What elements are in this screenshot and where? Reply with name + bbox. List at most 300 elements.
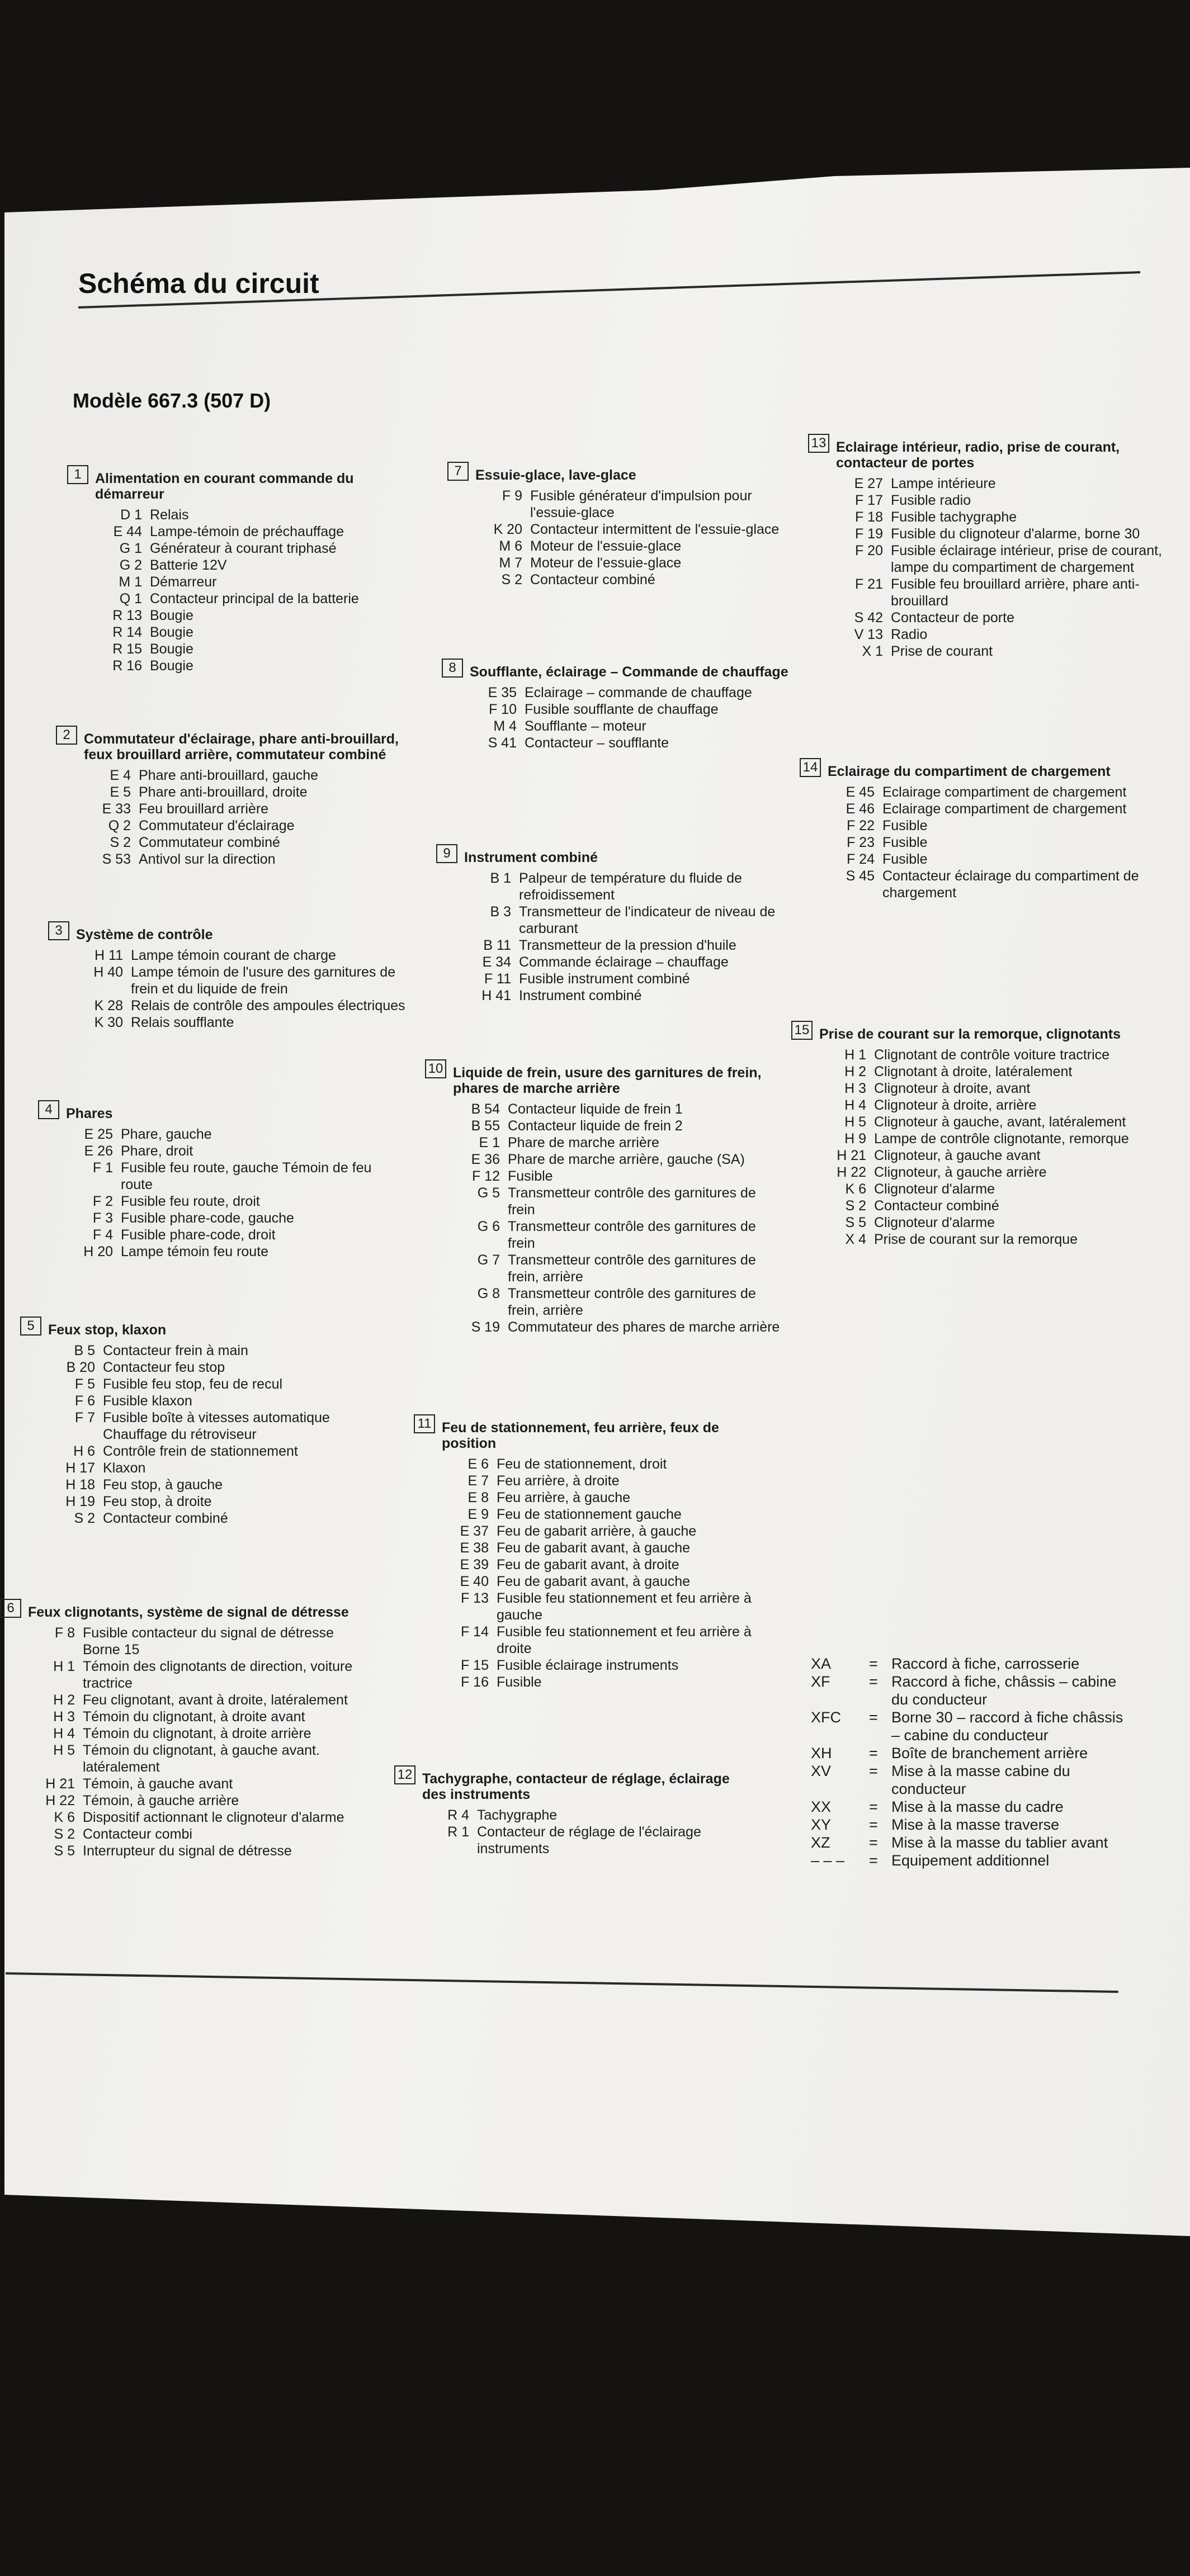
component-row [91, 557, 425, 574]
component-code: R 14 [112, 624, 142, 640]
legend-eq: = [869, 1798, 878, 1815]
component-row [437, 1540, 772, 1556]
component-label: Clignotant à droite, latéralement [874, 1064, 1073, 1079]
component-label: Contacteur frein à main [103, 1343, 248, 1358]
component-label: Témoin des clignotants de direction, voiture tractrice [83, 1659, 353, 1691]
component-label: Antivol sur la direction [139, 851, 276, 867]
section-title: Essuie-glace, lave-glace [475, 467, 636, 483]
component-code: S 5 [54, 1843, 75, 1859]
component-code: R 1 [447, 1824, 469, 1840]
section-heading [808, 434, 1166, 471]
component-code: E 37 [460, 1523, 489, 1539]
component-code: E 1 [479, 1135, 500, 1150]
legend-code: XH [811, 1745, 832, 1761]
component-code: G 2 [119, 557, 142, 573]
legend-eq: = [869, 1834, 878, 1851]
legend-row [811, 1655, 1124, 1673]
component-list [823, 784, 1158, 901]
component-label: Fusible instrument combiné [519, 971, 690, 987]
component-label: Contacteur liquide de frein 2 [508, 1118, 683, 1134]
component-code: F 5 [74, 1376, 95, 1392]
component-row [815, 1080, 1149, 1097]
section-heading [425, 1059, 783, 1096]
component-row [460, 937, 794, 954]
component-code: K 6 [54, 1810, 75, 1825]
component-label: Feu de gabarit arrière, à gauche [497, 1523, 697, 1539]
component-code: E 7 [468, 1473, 489, 1489]
component-code: H 1 [53, 1659, 75, 1674]
component-label: Feu brouillard arrière [139, 801, 269, 817]
component-label: Clignotant de contrôle voiture tractrice [874, 1047, 1110, 1063]
component-code: G 8 [477, 1286, 500, 1301]
legend-row [811, 1852, 1124, 1869]
component-code: K 20 [493, 522, 522, 537]
component-code: F 20 [854, 543, 883, 558]
section-number-box: 10 [425, 1059, 446, 1078]
component-row [823, 817, 1158, 834]
component-label: Phare, droit [121, 1143, 193, 1159]
component-code: F 19 [854, 526, 883, 542]
component-label: Lampe de contrôle clignotante, remorque [874, 1131, 1129, 1147]
section-number-box: 5 [20, 1317, 41, 1336]
component-label: Témoin du clignotant, à droite avant [83, 1709, 305, 1725]
section-heading [394, 1765, 752, 1802]
section-5 [20, 1317, 378, 1527]
section-8 [442, 659, 800, 751]
component-label: Transmetteur contrôle des garnitures de frein [508, 1185, 756, 1218]
component-row [44, 1342, 378, 1359]
component-row [471, 571, 805, 588]
component-code: F 24 [846, 851, 875, 867]
component-label: Fusible [882, 851, 928, 867]
component-code: E 26 [84, 1143, 113, 1159]
component-code: B 11 [483, 937, 511, 953]
component-row [823, 801, 1158, 817]
component-code: M 1 [119, 574, 142, 590]
component-code: F 15 [460, 1658, 489, 1673]
component-row [79, 767, 414, 784]
legend-eq: = [869, 1673, 878, 1690]
component-row [91, 506, 425, 523]
component-label: Phare anti-brouillard, gauche [139, 768, 319, 783]
component-code: F 14 [460, 1624, 489, 1640]
component-label: Soufflante – moteur [525, 718, 646, 734]
component-list [460, 870, 794, 1004]
component-label: Moteur de l'essuie-glace [530, 538, 682, 554]
component-label: Relais soufflante [131, 1015, 234, 1030]
component-row [437, 1472, 772, 1489]
component-row [832, 542, 1166, 576]
component-row [448, 1252, 783, 1285]
legend-eq: = [869, 1852, 878, 1869]
component-code: H 41 [481, 988, 511, 1003]
component-row [62, 1227, 396, 1243]
component-label: Contacteur combiné [103, 1510, 228, 1526]
component-list [437, 1456, 772, 1690]
component-label: Fusible phare-code, gauche [121, 1210, 294, 1226]
component-code: F 3 [92, 1210, 113, 1226]
section-heading [0, 1599, 358, 1620]
section-title: Liquide de frein, usure des garnitures de frein, phares de marche arrière [453, 1065, 762, 1096]
section-number-box: 12 [394, 1765, 415, 1784]
component-code: E 45 [846, 784, 875, 800]
section-title: Feux clignotants, système de signal de détresse [28, 1604, 349, 1620]
component-row [448, 1218, 783, 1252]
component-row [437, 1456, 772, 1472]
component-row [471, 487, 805, 521]
component-code: F 10 [488, 702, 517, 717]
component-code: M 4 [493, 718, 517, 734]
component-row [815, 1181, 1149, 1197]
component-row [62, 1210, 396, 1227]
component-label: Clignoteur à droite, avant [874, 1081, 1031, 1096]
legend-row [811, 1708, 1124, 1744]
component-label: Relais de contrôle des ampoules électriques [131, 998, 405, 1014]
component-row [437, 1590, 772, 1623]
component-label: Clignoteur à gauche, avant, latéralement [874, 1114, 1126, 1130]
component-row [460, 970, 794, 987]
component-code: H 18 [65, 1477, 95, 1493]
section-title: Prise de courant sur la remorque, clignotants [819, 1026, 1121, 1042]
component-code: F 2 [92, 1194, 113, 1209]
component-label: Feu de gabarit avant, à gauche [497, 1574, 691, 1589]
component-code: E 9 [468, 1507, 489, 1522]
component-label: Feu arrière, à gauche [497, 1490, 631, 1505]
component-code: E 5 [110, 784, 131, 800]
component-label: Contacteur intermittent de l'essuie-glace [530, 522, 780, 537]
legend-eq: = [869, 1763, 878, 1779]
section-number-box: 3 [48, 921, 69, 940]
component-row [437, 1523, 772, 1540]
component-label: Lampe intérieure [891, 476, 996, 491]
component-row [62, 1193, 396, 1210]
component-label: Instrument combiné [519, 988, 642, 1003]
component-row [823, 784, 1158, 801]
component-code: S 5 [845, 1215, 866, 1230]
component-label: Fusible feu stop, feu de recul [103, 1376, 283, 1392]
component-code: S 42 [854, 610, 883, 626]
component-list [91, 506, 425, 674]
component-row [79, 834, 414, 851]
legend-code: XZ [811, 1834, 830, 1851]
component-label: Clignoteur à droite, arrière [874, 1097, 1037, 1113]
component-code: G 7 [477, 1252, 500, 1268]
component-row [815, 1046, 1149, 1063]
component-row [72, 1014, 406, 1031]
component-row [448, 1117, 783, 1134]
component-row [91, 607, 425, 624]
legend-code: – – – [811, 1852, 845, 1869]
component-code: Q 1 [119, 591, 142, 607]
component-code: E 36 [471, 1152, 500, 1167]
component-list [815, 1046, 1149, 1248]
component-label: Fusible feu stationnement et feu arrière à droite [497, 1624, 752, 1656]
legend-label: Raccord à fiche, châssis – cabine du conducteur [891, 1673, 1117, 1708]
component-row [23, 1809, 358, 1826]
component-label: Prise de courant [891, 643, 993, 659]
component-row [832, 492, 1166, 509]
component-row [471, 521, 805, 538]
legend-label: Raccord à fiche, carrosserie [891, 1655, 1080, 1672]
component-code: H 19 [65, 1494, 95, 1509]
component-code: R 4 [447, 1807, 469, 1823]
legend-row [811, 1798, 1124, 1816]
component-label: Transmetteur de la pression d'huile [519, 937, 736, 953]
component-label: Contacteur combiné [530, 572, 655, 588]
page-title: Schéma du circuit [78, 268, 319, 299]
component-label: Commutateur combiné [139, 835, 280, 850]
component-code: S 41 [488, 735, 517, 751]
component-row [460, 954, 794, 970]
component-code: F 22 [846, 818, 875, 834]
legend-code: XX [811, 1798, 832, 1815]
component-label: Eclairage compartiment de chargement [882, 784, 1127, 800]
component-code: X 4 [845, 1232, 866, 1247]
component-label: Eclairage compartiment de chargement [882, 801, 1127, 817]
component-code: X 1 [862, 643, 883, 659]
section-heading [414, 1414, 772, 1451]
component-code: F 6 [74, 1393, 95, 1409]
component-label: Phare de marche arrière, gauche (SA) [508, 1152, 745, 1167]
component-code: H 3 [844, 1081, 866, 1096]
component-code: H 2 [53, 1692, 75, 1708]
component-row [72, 997, 406, 1014]
component-code: G 1 [119, 541, 142, 556]
component-row [72, 947, 406, 964]
component-label: Générateur à courant triphasé [150, 541, 337, 556]
component-row [62, 1159, 396, 1193]
component-list [72, 947, 406, 1031]
component-label: Feu de stationnement, droit [497, 1456, 667, 1472]
section-heading [67, 465, 425, 502]
component-code: R 13 [112, 608, 142, 623]
legend-label: Mise à la masse du tablier avant [891, 1834, 1108, 1851]
component-row [815, 1197, 1149, 1214]
component-label: Relais [150, 507, 189, 523]
section-heading [447, 462, 805, 483]
component-label: Lampe-témoin de préchauffage [150, 524, 344, 539]
component-code: E 6 [468, 1456, 489, 1472]
component-row [62, 1143, 396, 1159]
component-list [79, 767, 414, 868]
component-row [448, 1151, 783, 1168]
component-code: F 7 [74, 1410, 95, 1426]
component-code: S 45 [846, 868, 875, 884]
component-row [815, 1231, 1149, 1248]
component-label: Commutateur des phares de marche arrière [508, 1319, 780, 1335]
section-heading [56, 726, 414, 763]
component-row [437, 1623, 772, 1657]
component-row [23, 1742, 358, 1775]
component-row [471, 555, 805, 571]
component-row [465, 718, 800, 735]
section-14 [800, 758, 1158, 901]
section-heading [38, 1100, 396, 1121]
component-code: H 5 [53, 1742, 75, 1758]
component-label: Fusible tachygraphe [891, 509, 1017, 525]
section-title: Soufflante, éclairage – Commande de chauffage [470, 664, 788, 680]
component-label: Interrupteur du signal de détresse [83, 1843, 292, 1859]
component-list [23, 1625, 358, 1859]
component-row [23, 1658, 358, 1692]
component-row [437, 1506, 772, 1523]
component-row [44, 1510, 378, 1527]
component-code: E 44 [113, 524, 142, 539]
component-label: Dispositif actionnant le clignoteur d'alarme [83, 1810, 344, 1825]
component-label: Transmetteur de l'indicateur de niveau de carburant [519, 904, 776, 936]
component-label: Bougie [150, 658, 193, 674]
component-list [471, 487, 805, 588]
component-row [832, 643, 1166, 660]
section-4 [38, 1100, 396, 1260]
component-code: F 23 [846, 835, 875, 850]
component-row [23, 1625, 358, 1658]
component-code: H 2 [844, 1064, 866, 1079]
component-code: F 9 [502, 488, 522, 504]
section-heading [791, 1021, 1149, 1042]
component-code: F 1 [92, 1160, 113, 1176]
component-code: S 2 [501, 572, 522, 588]
legend-eq: = [869, 1816, 878, 1833]
section-heading [20, 1317, 378, 1338]
component-code: H 11 [95, 948, 123, 963]
component-label: Prise de courant sur la remorque [874, 1232, 1078, 1247]
component-row [815, 1147, 1149, 1164]
component-row [815, 1164, 1149, 1181]
section-title: Instrument combiné [464, 850, 598, 865]
component-label: Fusible boîte à vitesses automatique Chauffage du rétroviseur [103, 1410, 330, 1442]
legend-label: Mise à la masse traverse [891, 1816, 1060, 1833]
component-label: Lampe témoin de l'usure des garnitures de frein et du liquide de frein [131, 964, 396, 997]
component-label: Clignoteur d'alarme [874, 1181, 995, 1197]
section-7 [447, 462, 805, 588]
component-row [437, 1556, 772, 1573]
section-title: Système de contrôle [76, 927, 213, 943]
legend-row [811, 1816, 1124, 1834]
legend-row [811, 1673, 1124, 1708]
component-row [91, 641, 425, 657]
component-code: H 9 [844, 1131, 866, 1147]
component-label: Phare anti-brouillard, droite [139, 784, 308, 800]
section-12 [394, 1765, 752, 1857]
component-row [832, 475, 1166, 492]
component-row [465, 684, 800, 701]
component-row [79, 784, 414, 801]
component-label: Fusible radio [891, 493, 971, 508]
component-label: Feu de stationnement gauche [497, 1507, 682, 1522]
component-label: Feu de gabarit avant, à droite [497, 1557, 679, 1573]
section-number-box: 2 [56, 726, 77, 745]
component-row [832, 509, 1166, 525]
component-label: Fusible [508, 1168, 553, 1184]
component-code: H 40 [93, 964, 123, 980]
component-code: S 2 [74, 1510, 95, 1526]
section-2 [56, 726, 414, 868]
component-label: Fusible feu route, droit [121, 1194, 260, 1209]
component-row [823, 851, 1158, 868]
component-code: F 16 [460, 1674, 489, 1690]
section-title: Phares [66, 1106, 113, 1121]
component-label: Clignoteur, à gauche arrière [874, 1164, 1047, 1180]
component-row [823, 834, 1158, 851]
component-code: E 33 [102, 801, 131, 817]
section-title: Eclairage intérieur, radio, prise de courant, contacteur de portes [836, 439, 1120, 471]
component-code: E 35 [488, 685, 517, 700]
component-code: B 55 [471, 1118, 500, 1134]
component-label: Lampe témoin feu route [121, 1244, 269, 1259]
component-row [448, 1319, 783, 1336]
component-label: Clignoteur, à gauche avant [874, 1148, 1041, 1163]
component-label: Moteur de l'essuie-glace [530, 555, 682, 571]
component-row [815, 1214, 1149, 1231]
component-row [832, 609, 1166, 626]
component-list [44, 1342, 378, 1527]
component-code: F 13 [460, 1590, 489, 1606]
component-row [832, 525, 1166, 542]
component-row [91, 590, 425, 607]
component-code: H 4 [844, 1097, 866, 1113]
component-row [23, 1725, 358, 1742]
section-6 [0, 1599, 358, 1859]
component-row [23, 1826, 358, 1843]
component-row [72, 964, 406, 997]
component-label: Fusible [882, 835, 928, 850]
component-code: F 21 [854, 576, 883, 592]
section-heading [800, 758, 1158, 779]
component-row [437, 1657, 772, 1674]
legend-eq: = [869, 1655, 878, 1672]
component-label: Commutateur d'éclairage [139, 818, 295, 834]
component-row [44, 1376, 378, 1393]
component-label: Contacteur combiné [874, 1198, 999, 1214]
component-label: Démarreur [150, 574, 217, 590]
component-label: Feu arrière, à droite [497, 1473, 620, 1489]
section-number-box: 13 [808, 434, 829, 453]
component-row [91, 624, 425, 641]
component-list [418, 1807, 752, 1857]
component-row [44, 1359, 378, 1376]
section-13 [808, 434, 1166, 660]
component-code: E 38 [460, 1540, 489, 1556]
component-row [44, 1393, 378, 1409]
component-row [44, 1460, 378, 1476]
component-code: H 6 [73, 1443, 95, 1459]
component-code: G 5 [477, 1185, 500, 1201]
component-label: Commande éclairage – chauffage [519, 954, 729, 970]
component-row [91, 657, 425, 674]
component-label: Transmetteur contrôle des garnitures de frein [508, 1219, 756, 1251]
component-code: B 5 [74, 1343, 95, 1358]
component-code: E 39 [460, 1557, 489, 1573]
component-label: Témoin du clignotant, à gauche avant. latéralement [83, 1742, 320, 1775]
component-code: H 5 [844, 1114, 866, 1130]
component-code: E 4 [110, 768, 131, 783]
legend-code: XFC [811, 1709, 841, 1726]
component-row [460, 987, 794, 1004]
section-title: Feu de stationnement, feu arrière, feux de position [442, 1420, 719, 1451]
component-code: S 53 [102, 851, 131, 867]
component-label: Fusible générateur d'impulsion pour l'essuie-glace [530, 488, 752, 520]
section-number-box: 8 [442, 659, 463, 678]
component-row [832, 626, 1166, 643]
legend-code: XV [811, 1763, 832, 1779]
component-code: E 27 [854, 476, 883, 491]
component-row [23, 1692, 358, 1708]
legend-eq: = [869, 1745, 878, 1761]
section-number-box: 1 [67, 465, 88, 484]
section-title: Commutateur d'éclairage, phare anti-brouillard, feux brouillard arrière, commutateur combiné [84, 731, 399, 763]
component-label: Bougie [150, 608, 193, 623]
